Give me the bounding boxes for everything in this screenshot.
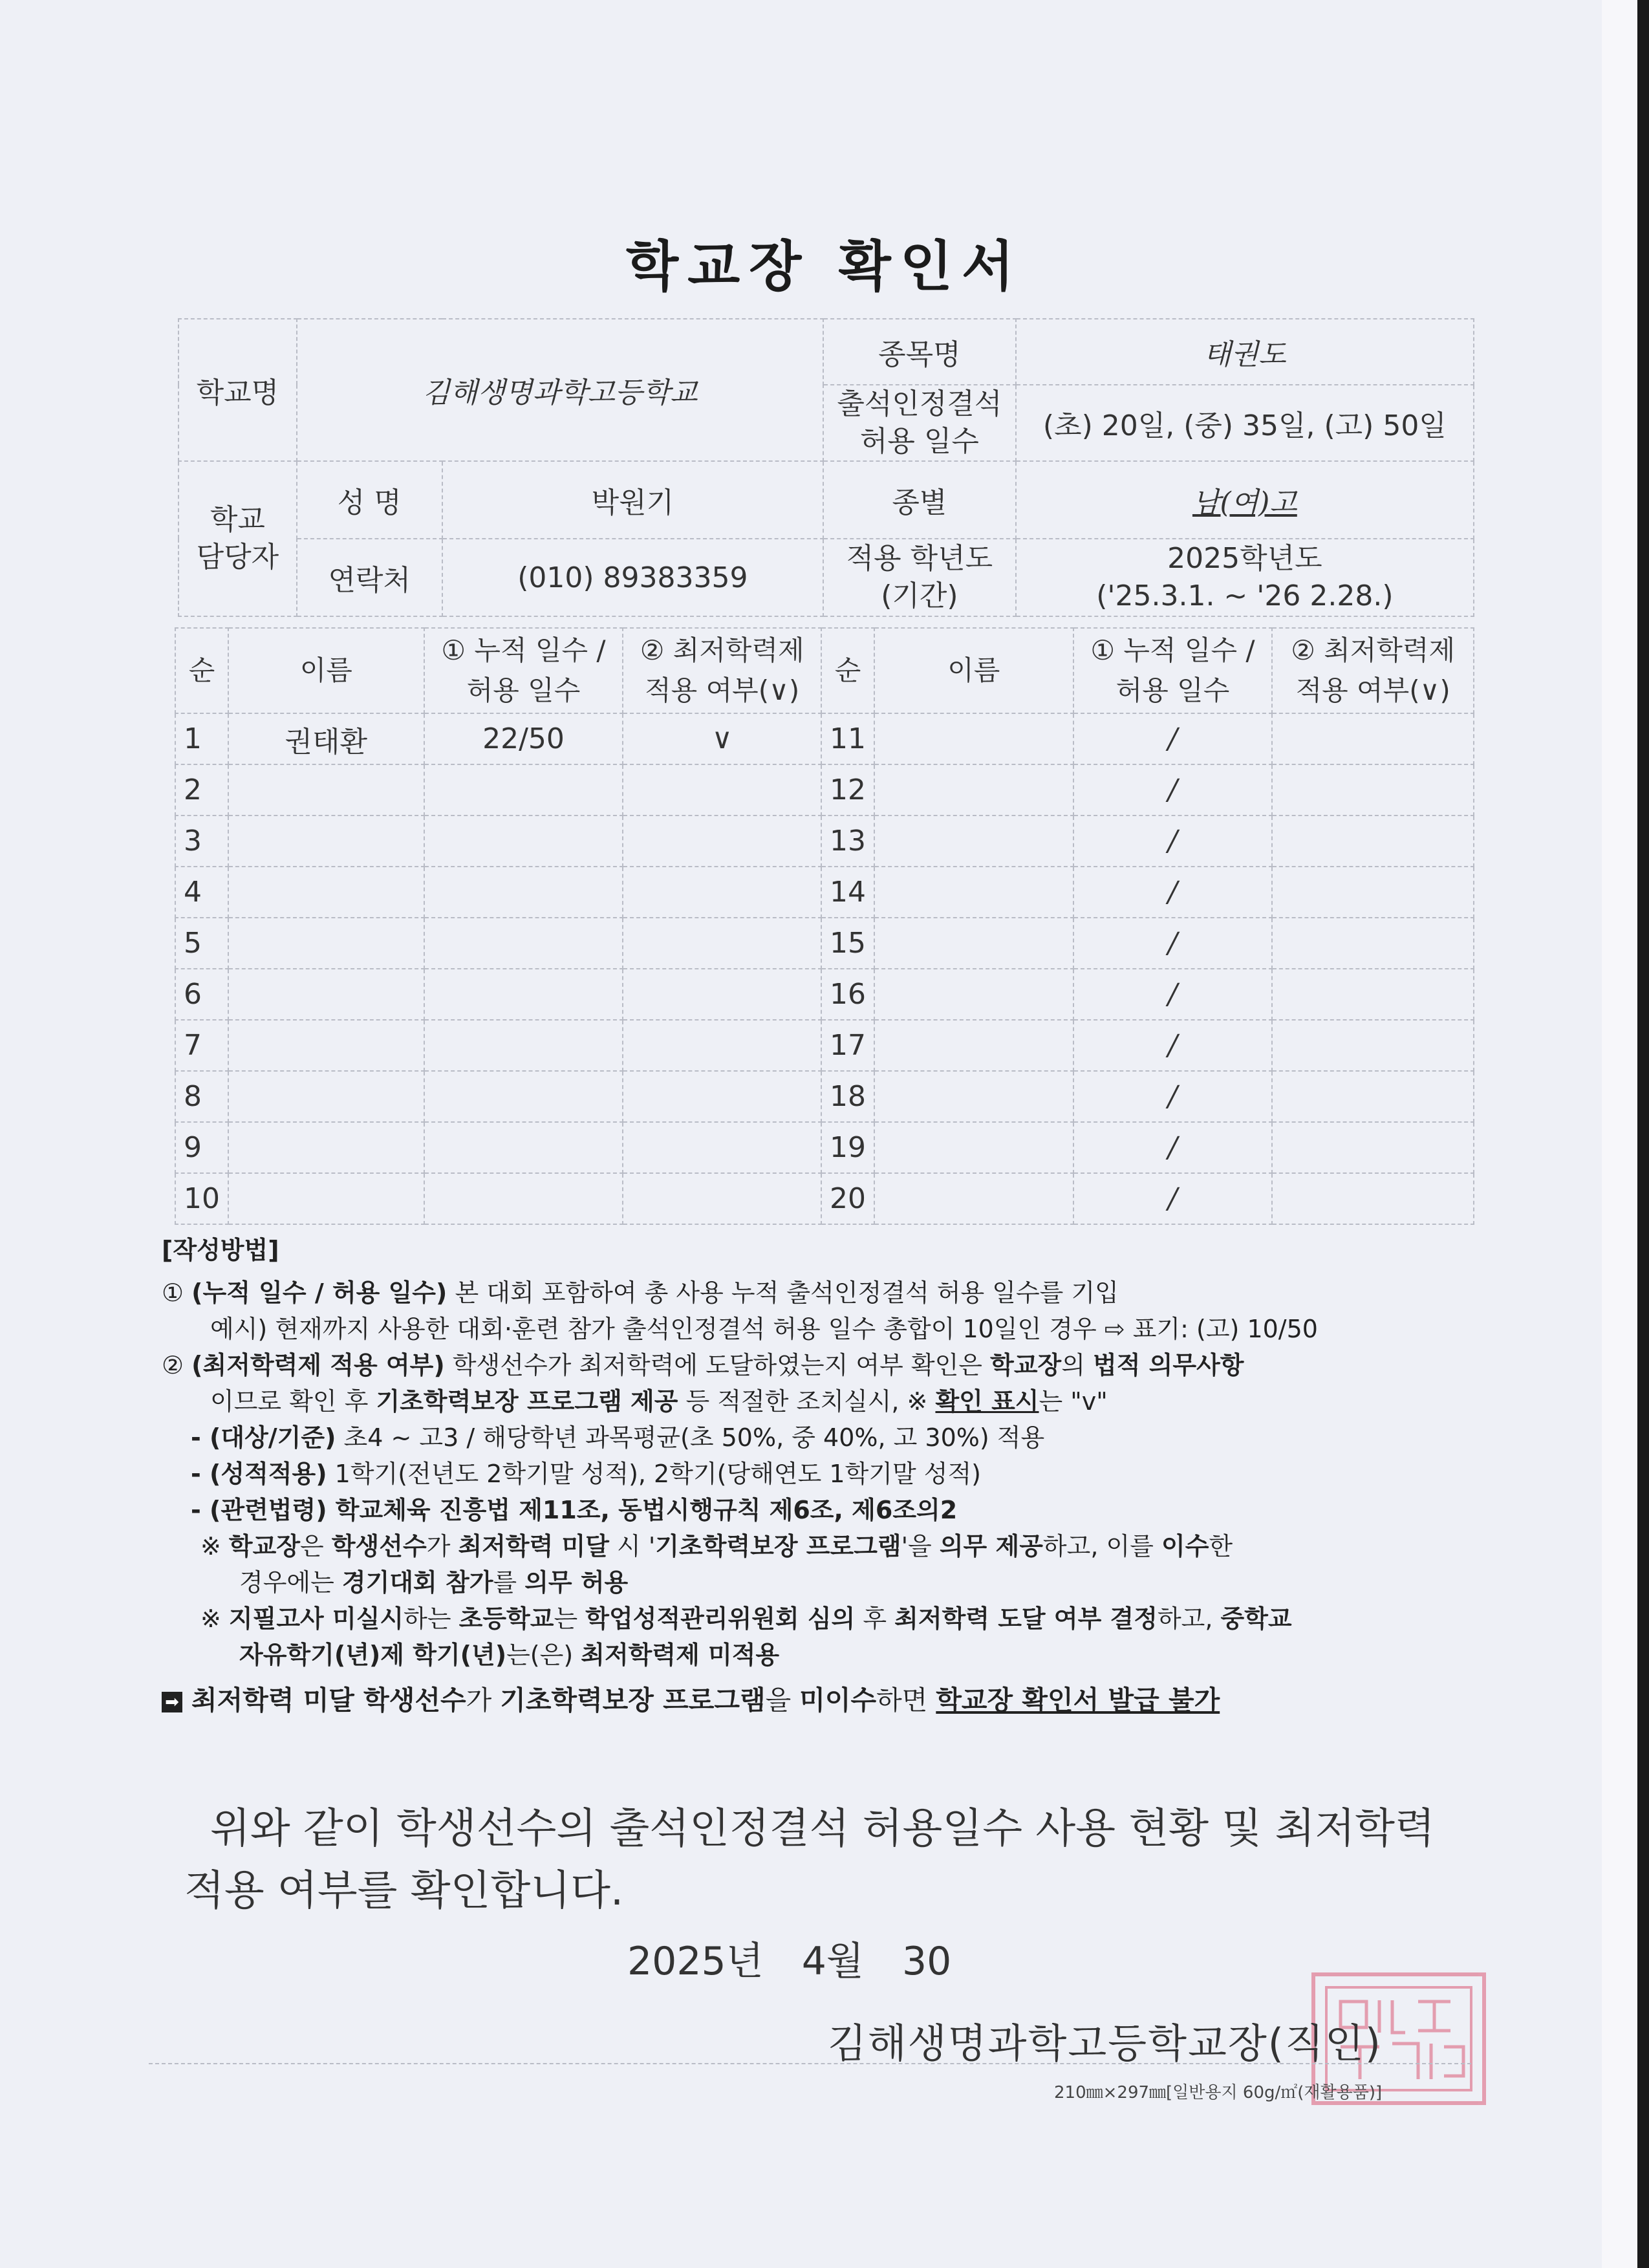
bullet-target — [162, 1420, 1494, 1456]
col-no-left: 순 — [175, 628, 228, 713]
n1-b: 학교장 — [228, 1532, 301, 1561]
row-no-right: 19 — [821, 1122, 874, 1173]
n1-l: 이수 — [1161, 1532, 1209, 1561]
row-check-left — [623, 815, 821, 867]
row-days-left — [424, 1071, 623, 1122]
athlete-rows — [175, 713, 1474, 1224]
row-check-left — [623, 918, 821, 969]
table-row — [175, 969, 1474, 1020]
row-check-right — [1272, 1122, 1474, 1173]
n2-e: 는 — [554, 1604, 586, 1633]
manager-label-line2: 담당자 — [196, 541, 279, 574]
allow-label-line2: 허용 일수 — [859, 425, 979, 458]
row-days-right: / — [1073, 1173, 1273, 1224]
n2-line2-c: 최저학력제 미적용 — [581, 1641, 780, 1669]
scan-edge — [1637, 0, 1649, 2268]
row-name-right — [874, 867, 1073, 918]
n2-line2-a: 자유학기(년)제 학기(년) — [239, 1641, 507, 1669]
instruction-2-line2 — [162, 1383, 1494, 1420]
row-no-left: 2 — [175, 764, 228, 815]
col-min-right-2: 적용 여부(∨) — [1295, 675, 1450, 706]
row-no-left: 10 — [175, 1173, 228, 1224]
row-name-left — [228, 969, 424, 1020]
col-days-left-1: ① 누적 일수 / — [441, 634, 606, 666]
row-days-left — [424, 1020, 623, 1071]
row-no-left: 5 — [175, 918, 228, 969]
confirmation-line2: 적용 여부를 확인합니다. — [184, 1867, 624, 1915]
row-check-left — [623, 867, 821, 918]
instruction-1 — [162, 1275, 1494, 1311]
n2-c: 하는 — [404, 1604, 459, 1633]
issue-date — [627, 1930, 951, 1986]
table-row — [175, 867, 1474, 918]
row-name-left — [228, 1173, 424, 1224]
row-check-right — [1272, 969, 1474, 1020]
instructions-heading — [162, 1232, 1494, 1268]
col-days-right — [1073, 628, 1273, 713]
n2-g: 후 — [855, 1604, 895, 1633]
col-days-right-1: ① 누적 일수 / — [1090, 634, 1255, 666]
row-days-right: / — [1073, 1122, 1273, 1173]
n2-i: 하고, — [1157, 1604, 1221, 1633]
row-days-right: / — [1073, 1020, 1273, 1071]
confirmation-text — [184, 1798, 1435, 1922]
b3-bold: - (관련법령) 학교체육 진흥법 제11조, 동법시행규칙 제6조, 제6조의2 — [191, 1496, 958, 1524]
row-no-left: 9 — [175, 1122, 228, 1173]
allow-value: (초) 20일, (중) 35일, (고) 50일 — [1016, 385, 1474, 461]
i1-mark: ① — [162, 1279, 184, 1307]
row-no-left: 8 — [175, 1071, 228, 1122]
final-g: 학교장 확인서 발급 불가 — [936, 1685, 1220, 1716]
final-note — [162, 1682, 1494, 1718]
row-no-left: 7 — [175, 1020, 228, 1071]
n2-f: 학업성적관리위원회 심의 — [585, 1604, 856, 1633]
allow-label-line1: 출석인정결석 — [837, 387, 1002, 420]
row-no-right: 18 — [821, 1071, 874, 1122]
instructions — [162, 1232, 1494, 1718]
contact-label: 연락처 — [297, 539, 442, 616]
row-name-left: 권태환 — [228, 713, 424, 764]
row-check-right — [1272, 815, 1474, 867]
manager-label — [178, 461, 297, 616]
i1-bold: (누적 일수 / 허용 일수) — [191, 1279, 447, 1307]
col-min-left-1: ② 최저학력제 — [640, 634, 804, 666]
document-title: 학교장 확인서 — [625, 235, 1024, 298]
b2-bold: - (성적적용) — [191, 1460, 327, 1488]
b1-bold: - (대상/기준) — [191, 1423, 336, 1452]
scan-margin — [1602, 0, 1637, 2268]
row-name-right — [874, 1071, 1073, 1122]
arrow-box-icon: ➡ — [162, 1692, 182, 1712]
col-min-right — [1272, 628, 1474, 713]
year-value-line1: 2025학년도 — [1167, 542, 1322, 575]
row-check-left: ∨ — [623, 713, 821, 764]
table-row — [175, 1122, 1474, 1173]
row-days-right: / — [1073, 1071, 1273, 1122]
confirmation-line1: 위와 같이 학생선수의 출석인정결석 허용일수 사용 현황 및 최저학력 — [210, 1805, 1435, 1853]
row-no-right: 16 — [821, 969, 874, 1020]
n2-h: 최저학력 도달 여부 결정 — [894, 1604, 1158, 1633]
row-name-right — [874, 1020, 1073, 1071]
instructions-heading-text: [작성방법] — [162, 1236, 279, 1264]
col-min-left — [623, 628, 821, 713]
bullet-law — [162, 1492, 1494, 1528]
n1-line2-c: 를 — [493, 1568, 525, 1597]
row-days-left — [424, 764, 623, 815]
row-check-left — [623, 1071, 821, 1122]
row-name-left — [228, 867, 424, 918]
note-1 — [162, 1528, 1494, 1564]
row-days-left — [424, 1173, 623, 1224]
row-days-right: / — [1073, 815, 1273, 867]
n1-j: 의무 제공 — [939, 1532, 1043, 1561]
table-row — [175, 1020, 1474, 1071]
row-days-left — [424, 1122, 623, 1173]
n2-a: ※ — [200, 1604, 229, 1633]
n1-a: ※ — [200, 1532, 229, 1561]
row-days-left — [424, 815, 623, 867]
date-day: 30 — [901, 1939, 952, 1984]
allow-label — [823, 385, 1016, 461]
row-name-right — [874, 713, 1073, 764]
n1-h: 기초학력보장 프로그램 — [655, 1532, 901, 1561]
row-name-left — [228, 1122, 424, 1173]
sport-label: 종목명 — [823, 319, 1016, 385]
table-row — [175, 1173, 1474, 1224]
note-2-line2 — [162, 1637, 1494, 1673]
i2-line2-bold: 기초학력보장 프로그램 제공 — [376, 1387, 678, 1416]
year-label-line2: (기간) — [881, 579, 958, 612]
row-check-right — [1272, 867, 1474, 918]
row-check-right — [1272, 764, 1474, 815]
header-table — [178, 318, 1474, 617]
manager-label-line1: 학교 — [210, 503, 265, 536]
i2-text-c: 의 — [1061, 1351, 1094, 1379]
row-no-right: 20 — [821, 1173, 874, 1224]
i2-text-a: 학생선수가 최저학력에 도달하였는지 여부 확인은 — [444, 1351, 991, 1379]
col-min-left-2: 적용 여부(∨) — [645, 675, 800, 706]
row-days-left: 22/50 — [424, 713, 623, 764]
row-name-left — [228, 1071, 424, 1122]
row-days-left — [424, 969, 623, 1020]
n1-i: '을 — [901, 1532, 940, 1561]
n1-g: 시 ' — [609, 1532, 656, 1561]
row-name-right — [874, 1173, 1073, 1224]
year-value-line2: ('25.3.1. ~ '26 2.28.) — [1096, 579, 1394, 612]
table-row — [175, 713, 1474, 764]
n1-d: 학생선수 — [331, 1532, 427, 1561]
col-days-right-2: 허용 일수 — [1116, 675, 1230, 706]
school-value: 김해생명과학고등학교 — [297, 319, 823, 461]
row-check-left — [623, 969, 821, 1020]
col-min-right-1: ② 최저학력제 — [1291, 634, 1456, 666]
row-name-left — [228, 815, 424, 867]
col-name-left: 이름 — [228, 628, 424, 713]
n1-line2-b: 경기대회 참가 — [341, 1568, 493, 1597]
b2-text: 1학기(전년도 2학기말 성적), 2학기(당해연도 1학기말 성적) — [327, 1460, 982, 1488]
row-days-left — [424, 918, 623, 969]
row-name-right — [874, 918, 1073, 969]
n1-m: 한 — [1209, 1532, 1233, 1561]
row-no-right: 12 — [821, 764, 874, 815]
row-no-right: 17 — [821, 1020, 874, 1071]
row-days-left — [424, 867, 623, 918]
row-check-left — [623, 764, 821, 815]
n1-c: 은 — [300, 1532, 332, 1561]
i2-bold-d: 법적 의무사항 — [1093, 1351, 1244, 1379]
row-days-right: / — [1073, 713, 1273, 764]
gender-label: 종별 — [823, 461, 1016, 539]
col-days-left — [424, 628, 623, 713]
name-value: 박원기 — [442, 461, 823, 539]
row-name-right — [874, 1122, 1073, 1173]
i2-line2-b: 등 적절한 조치실시, ※ — [678, 1387, 936, 1416]
n1-line2-a: 경우에는 — [239, 1568, 342, 1597]
final-d: 을 — [765, 1685, 800, 1716]
row-no-left: 6 — [175, 969, 228, 1020]
row-name-left — [228, 918, 424, 969]
row-name-right — [874, 815, 1073, 867]
final-f: 하면 — [876, 1685, 936, 1716]
row-check-right — [1272, 713, 1474, 764]
row-days-right: / — [1073, 918, 1273, 969]
table-row — [175, 764, 1474, 815]
gender-value-text: 남(여)고 — [1192, 486, 1297, 519]
year-label-line1: 적용 학년도 — [846, 542, 993, 575]
col-days-left-2: 허용 일수 — [466, 675, 581, 706]
n1-line2-d: 의무 허용 — [524, 1568, 629, 1597]
date-year: 2025년 — [627, 1939, 764, 1984]
final-e: 미이수 — [799, 1685, 877, 1716]
bullet-grade — [162, 1456, 1494, 1492]
row-name-left — [228, 764, 424, 815]
signer-name: 김해생명과학고등학교장(직인) — [828, 2020, 1382, 2067]
row-name-right — [874, 764, 1073, 815]
row-check-left — [623, 1020, 821, 1071]
row-days-right: / — [1073, 969, 1273, 1020]
n2-j: 중학교 — [1220, 1604, 1292, 1633]
sport-value: 태권도 — [1016, 319, 1474, 385]
row-no-right: 15 — [821, 918, 874, 969]
row-check-right — [1272, 1071, 1474, 1122]
final-a: 최저학력 미달 학생선수 — [191, 1685, 466, 1716]
n1-k: 하고, 이를 — [1042, 1532, 1161, 1561]
row-check-left — [623, 1173, 821, 1224]
final-c: 기초학력보장 프로그램 — [500, 1685, 766, 1716]
gender-value — [1016, 461, 1474, 539]
paper-spec: 210㎜×297㎜[일반용지 60g/㎡(재활용품)] — [1054, 2083, 1383, 2102]
i1-text: 본 대회 포함하여 총 사용 누적 출석인정결석 허용 일수를 기입 — [447, 1279, 1119, 1307]
b1-text: 초4 ~ 고3 / 해당학년 과목평균(초 50%, 중 40%, 고 30%) 적용 — [336, 1423, 1045, 1452]
row-check-right — [1272, 918, 1474, 969]
row-days-right: / — [1073, 764, 1273, 815]
year-value — [1016, 539, 1474, 616]
i2-line2-c: 는 "v" — [1039, 1387, 1108, 1416]
date-month: 4월 — [801, 1939, 864, 1984]
row-check-right — [1272, 1173, 1474, 1224]
row-no-right: 13 — [821, 815, 874, 867]
instruction-1-example: 예시) 현재까지 사용한 대회·훈련 참가 출석인정결석 허용 일수 총합이 10일인 경우 ⇨ 표기: (고) 10/50 — [210, 1315, 1318, 1343]
row-days-right: / — [1073, 867, 1273, 918]
row-no-left: 4 — [175, 867, 228, 918]
n1-e: 가 — [426, 1532, 458, 1561]
n1-f: 최저학력 미달 — [458, 1532, 609, 1561]
note-2 — [162, 1601, 1494, 1637]
col-name-right: 이름 — [874, 628, 1073, 713]
row-name-left — [228, 1020, 424, 1071]
row-check-right — [1272, 1020, 1474, 1071]
n2-b: 지필고사 미실시 — [228, 1604, 404, 1633]
row-name-right — [874, 969, 1073, 1020]
note-1-line2 — [162, 1564, 1494, 1601]
final-b: 가 — [466, 1685, 501, 1716]
row-no-left: 3 — [175, 815, 228, 867]
athlete-table — [175, 627, 1474, 1225]
i2-bold: (최저학력제 적용 여부) — [191, 1351, 445, 1379]
footer-divider — [149, 2063, 1471, 2064]
table-row — [175, 1071, 1474, 1122]
table-row — [175, 918, 1474, 969]
n2-d: 초등학교 — [458, 1604, 554, 1633]
n2-line2-b: 는(은) — [506, 1641, 581, 1669]
row-no-left: 1 — [175, 713, 228, 764]
i2-mark: ② — [162, 1351, 184, 1379]
row-no-right: 14 — [821, 867, 874, 918]
instruction-2 — [162, 1347, 1494, 1383]
year-label — [823, 539, 1016, 616]
row-check-left — [623, 1122, 821, 1173]
contact-value: (010) 89383359 — [442, 539, 823, 616]
name-label: 성 명 — [297, 461, 442, 539]
col-no-right: 순 — [821, 628, 874, 713]
i2-line2-a: 이므로 확인 후 — [210, 1387, 376, 1416]
i2-bold-b: 학교장 — [990, 1351, 1062, 1379]
table-row — [175, 815, 1474, 867]
i2-line2-u: 확인 표시 — [935, 1387, 1039, 1416]
school-label: 학교명 — [178, 319, 297, 461]
row-no-right: 11 — [821, 713, 874, 764]
